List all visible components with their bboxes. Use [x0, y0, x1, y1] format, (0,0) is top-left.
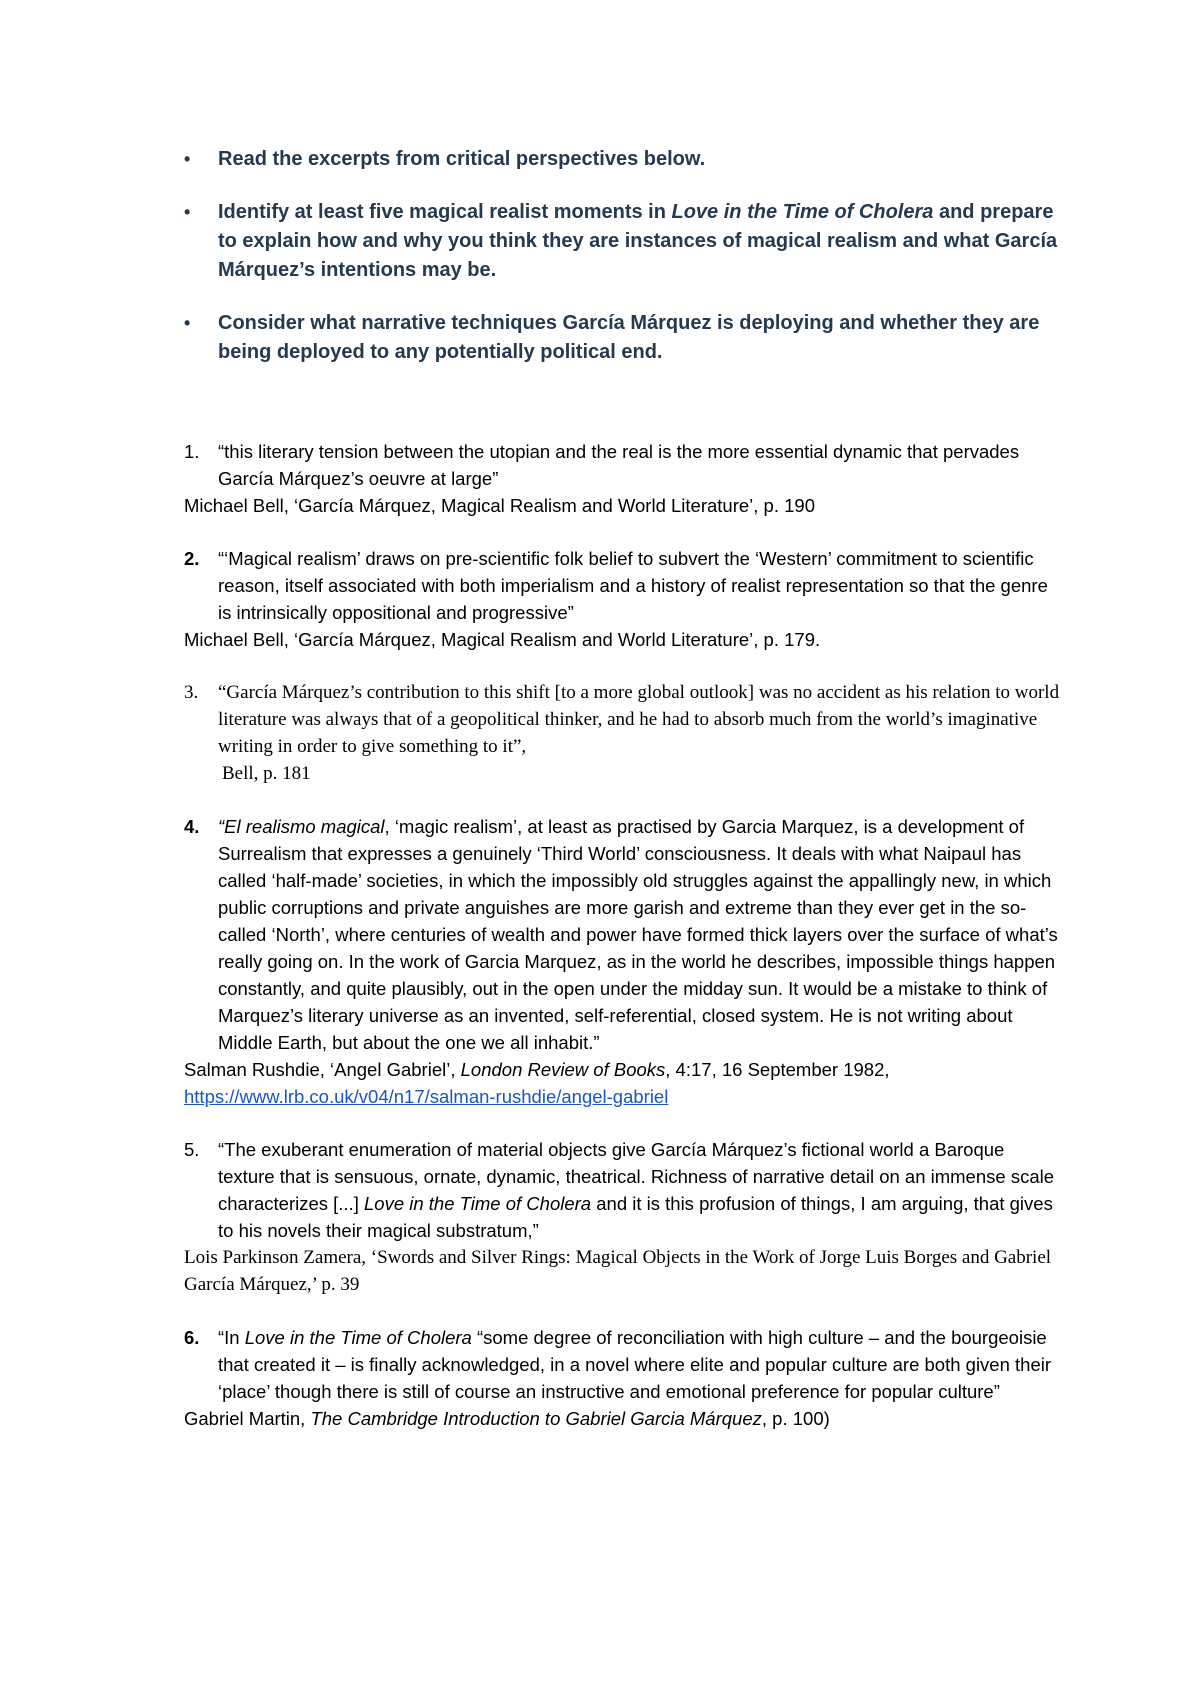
book-title: Love in the Time of Cholera — [364, 1193, 592, 1214]
source-title: London Review of Books — [460, 1059, 666, 1080]
quote-body — [184, 679, 1064, 760]
source-details: , 4:17, 16 September 1982, — [665, 1059, 890, 1080]
quote-source: Michael Bell, ‘García Márquez, Magical Realism and World Literature’, p. 179. — [184, 629, 821, 650]
quote-list — [184, 438, 1064, 1458]
instruction-text: Read the excerpts from critical perspectives below. — [218, 148, 706, 170]
instruction-item — [184, 198, 1064, 285]
source-details: , p. 100) — [761, 1408, 830, 1429]
quote-source — [184, 1405, 1064, 1432]
quote-number: 2. — [184, 548, 200, 569]
quote-body — [184, 1136, 1064, 1244]
quote-text: “this literary tension between the utopian and the real is the more essential dynamic that pervades García Márquez’s oeuvre at large” — [218, 441, 1020, 489]
quote-number: 3. — [184, 682, 199, 703]
quote-source: Bell, p. 181 — [222, 763, 311, 784]
instruction-item — [184, 145, 1064, 174]
bullet-icon: • — [184, 149, 191, 169]
quote-text: “The exuberant enumeration of material objects give García Márquez’s fictional world a Baroque texture that is sensuous, ornate, dynamic, theatrical. Richness of narrative detail on an immense scale characterizes [...] — [218, 1139, 1055, 1214]
bullet-icon: • — [184, 313, 191, 333]
quote-body — [184, 438, 1064, 492]
quote-body — [184, 545, 1064, 626]
quote-body — [184, 813, 1064, 1056]
source-title: The Cambridge Introduction to Gabriel Garcia Márquez — [310, 1408, 762, 1429]
quote-text: “‘Magical realism’ draws on pre-scientific folk belief to subvert the ‘Western’ commitment to scientific reason, itself associated with both imperialism and a history of realist representation so that the genre is intrinsically oppositional and progressive” — [218, 548, 1048, 623]
quote-text: “some degree of reconciliation with high culture – and the bourgeoisie that created it – is finally acknowledged, in a novel where elite and popular culture are both given their ‘place’ though there is still of course an instructive and emotional preference for popular culture” — [218, 1327, 1052, 1402]
quote-body — [184, 1324, 1064, 1405]
book-title: Love in the Time of Cholera — [671, 201, 934, 223]
quote-item — [184, 1324, 1064, 1432]
instruction-text: Consider what narrative techniques García Márquez is deploying and whether they are being deployed to any potentially political end. — [218, 312, 1040, 363]
quote-text: “In — [218, 1327, 245, 1348]
quote-item — [184, 813, 1064, 1110]
instruction-list — [184, 145, 1064, 391]
source-author: Gabriel Martin, — [184, 1408, 311, 1429]
quote-text: , ‘magic realism’, at least as practised by Garcia Marquez, is a development of Surrealism that expresses a genuinely ‘Third World’ consciousness. It deals with what Naipaul has called ‘half-made’ societies, in which the impossibly old struggles against the appallingly new, in which public corruptions and private anguishes are more garish and extreme than they ever get in the so-called ‘North’, where centuries of wealth and power have formed thick layers over the surface of what’s really going on. In the work of Garcia Marquez, as in the world he describes, impossible things happen constantly, and quite plausibly, out in the open under the midday sun. It would be a mistake to think of Marquez’s literary universe as an invented, self-referential, closed system. He is not writing about Middle Earth, but about the one we all inhabit.” — [218, 816, 1058, 1053]
quote-italic-lead: “El realismo magical — [218, 816, 385, 837]
quote-text: “García Márquez’s contribution to this shift [to a more global outlook] was no accident as his relation to world literature was always that of a geopolitical thinker, and he had to absorb much from the world’s imaginative writing in order to give something to it”, — [218, 682, 1060, 757]
quote-item — [184, 438, 1064, 519]
quote-number: 5. — [184, 1139, 200, 1160]
quote-number: 1. — [184, 441, 200, 462]
quote-number: 4. — [184, 816, 200, 837]
instruction-text: and prepare to explain how and why you think they are instances of magical realism and what García Márquez’s intentions may be. — [218, 201, 1058, 281]
instruction-item — [184, 309, 1064, 367]
quote-source — [184, 1056, 1064, 1083]
book-title: Love in the Time of Cholera — [244, 1327, 472, 1348]
quote-source: Michael Bell, ‘García Márquez, Magical Realism and World Literature’, p. 190 — [184, 495, 815, 516]
quote-number: 6. — [184, 1327, 200, 1348]
quote-item — [184, 545, 1064, 653]
quote-text: and it is this profusion of things, I am arguing, that gives to his novels their magical substratum,” — [218, 1193, 1053, 1241]
quote-item — [184, 679, 1064, 787]
bullet-icon: • — [184, 202, 191, 222]
source-author: Salman Rushdie, ‘Angel Gabriel’, — [184, 1059, 461, 1080]
quote-source: Lois Parkinson Zamera, ‘Swords and Silver Rings: Magical Objects in the Work of Jorge Luis Borges and Gabriel García Márquez,’ p. 39 — [184, 1247, 1052, 1295]
quote-item — [184, 1136, 1064, 1298]
instruction-text: Identify at least five magical realist moments in — [218, 201, 672, 223]
source-link[interactable]: https://www.lrb.co.uk/v04/n17/salman-rushdie/angel-gabriel — [184, 1086, 669, 1107]
